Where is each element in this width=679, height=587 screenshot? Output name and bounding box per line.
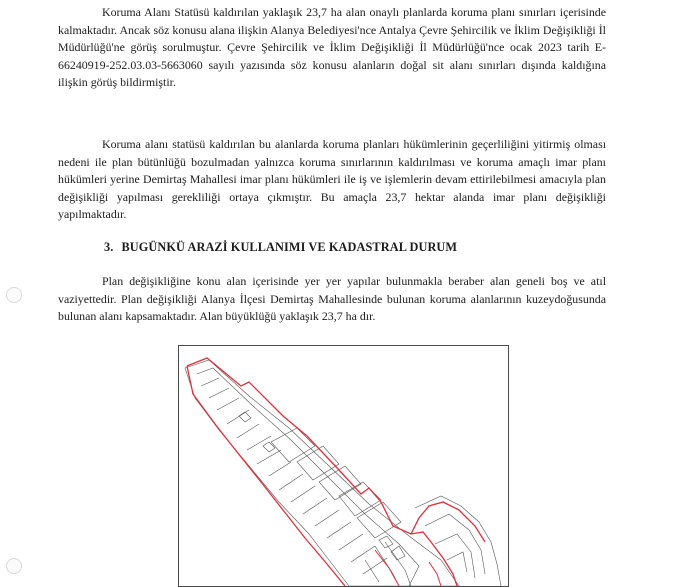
paragraph-status-text: Koruma Alanı Statüsü kaldırılan yaklaşık 23,7 ha alan onaylı planlarda koruma planı sınırları içerisinde kalmaktadır. Ancak söz konusu alana ilişkin Alanya Belediyesi'nce Antalya Çevre Şehircilik ve İklim Değişikliği İl Müdürlüğü'ne görüş sorulmuştur. Çevre Şehircilik ve İklim Değişikliği İl Müdürlüğü'nce ocak 2023 tarih E-66240919-252.03.03-5663060 sayılı yazısında söz konusu alanların doğal sit alanı sınırları dışında kaldığına ilişkin görüş bildirmiştir.: [58, 5, 606, 90]
parcel-inner-outline: [197, 368, 419, 586]
plan-boundary-line: [187, 358, 485, 586]
parcel-dividers: [201, 378, 387, 574]
parcel-grid: [271, 428, 401, 538]
punch-hole: [6, 287, 22, 303]
cadastral-map: [179, 346, 508, 586]
paragraph-land-use: [58, 273, 606, 326]
parcel-strip-outline: [185, 360, 459, 586]
section-title: BUGÜNKÜ ARAZİ KULLANIMI VE KADASTRAL DURUM: [121, 240, 458, 254]
section-heading: [104, 240, 457, 255]
section-number: 3.: [104, 240, 114, 254]
parcel-lower-left: [365, 542, 411, 586]
cadastral-map-figure: [178, 345, 509, 587]
paragraph-status: [58, 4, 606, 92]
paragraph-land-use-text: Plan değişikliğine konu alan içerisinde yer yer yapılar bulunmakla beraber alan geneli boş ve atıl vaziyettedir. Plan değişikliği Alanya İlçesi Demirtaş Mahallesinde bulunan koruma alanlarının kuzeydoğusunda bulunan alanı kapsamaktadır. Alan büyüklüğü yaklaşık 23,7 ha dır.: [58, 274, 606, 324]
plan-boundary-inner: [375, 550, 441, 586]
paragraph-reason-text: Koruma alanı statüsü kaldırılan bu alanlarda koruma planları hükümlerinin geçerliliğini yitirmiş olması nedeni ile plan bütünlüğü bozulmadan yalnızca koruma sınırlarının kaldırılması ve koruma amaçlı imar planı hükümleri yerine Demirtaş Mahallesi imar planı hükümleri ile iş ve işlemlerin devam ettirilebilmesi amacıyla plan değişikliği yapılması gerekliliği ortaya çıkmıştır. Bu amaçla 23,7 hektar alanda imar planı değişikliği yapılmaktadır.: [58, 137, 606, 222]
punch-hole: [6, 558, 22, 574]
parcel-lines: [185, 360, 501, 586]
paragraph-reason: [58, 136, 606, 224]
